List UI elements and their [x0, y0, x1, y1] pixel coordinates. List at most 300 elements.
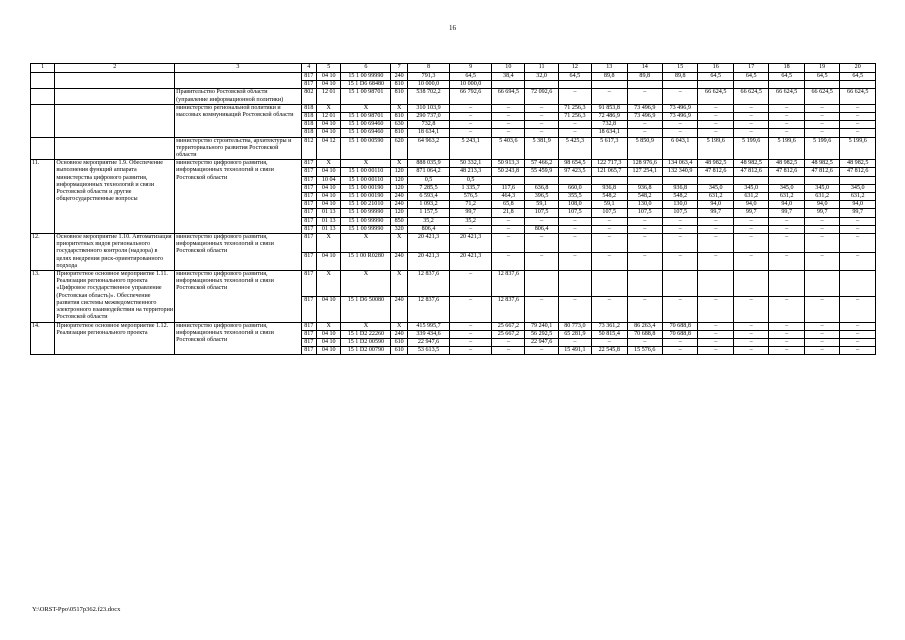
budget-cell: 240 — [391, 330, 408, 338]
budget-cell: 10 000,0 — [407, 81, 449, 89]
budget-cell — [804, 81, 839, 89]
budget-cell: – — [840, 322, 876, 330]
budget-cell: 12 01 — [317, 89, 341, 104]
budget-cell: 818 — [301, 129, 317, 137]
budget-cell: – — [733, 347, 768, 355]
budget-cell: – — [662, 217, 697, 225]
budget-cell: 15 1 00 99990 — [341, 225, 391, 233]
column-header: 17 — [733, 64, 768, 73]
budget-cell: 22 947,6 — [407, 338, 449, 346]
budget-cell — [592, 81, 627, 89]
budget-cell: 73 496,9 — [627, 104, 662, 112]
budget-cell: 817 — [301, 225, 317, 233]
budget-cell: 0,5 — [407, 176, 449, 184]
row-number: 13. — [31, 271, 55, 322]
budget-cell: 47 812,6 — [840, 168, 876, 176]
budget-cell: 936,8 — [592, 184, 627, 192]
budget-cell — [769, 176, 804, 184]
column-header: 11 — [525, 64, 558, 73]
budget-cell: 89,8 — [662, 73, 697, 81]
budget-cell: 99,7 — [804, 209, 839, 217]
budget-cell: 810 — [391, 129, 408, 137]
budget-cell: 55 459,9 — [525, 168, 558, 176]
budget-cell: – — [804, 129, 839, 137]
budget-cell: – — [698, 217, 733, 225]
budget-cell: – — [840, 347, 876, 355]
budget-cell — [525, 81, 558, 89]
budget-cell: 817 — [301, 322, 317, 330]
budget-cell: 94,0 — [840, 201, 876, 209]
budget-cell: 64,5 — [804, 73, 839, 81]
budget-cell: 65 281,9 — [558, 330, 591, 338]
budget-cell: – — [525, 104, 558, 112]
budget-cell: 290 737,0 — [407, 113, 449, 121]
page-number: 16 — [449, 24, 456, 32]
budget-cell: 50 815,4 — [592, 330, 627, 338]
budget-cell: – — [733, 252, 768, 271]
budget-cell: 806,4 — [525, 225, 558, 233]
budget-cell: 345,0 — [733, 184, 768, 192]
row-number — [31, 89, 55, 104]
budget-cell: 71,2 — [450, 201, 492, 209]
budget-cell: 64,5 — [698, 73, 733, 81]
budget-cell: 04 10 — [317, 330, 341, 338]
budget-cell: 20 421,3 — [407, 252, 449, 271]
budget-cell: – — [492, 234, 525, 253]
budget-cell: – — [627, 121, 662, 129]
budget-cell: 538 702,2 — [407, 89, 449, 104]
budget-cell: 22 947,6 — [525, 338, 558, 346]
budget-cell: X — [317, 104, 341, 112]
budget-cell: – — [662, 338, 697, 346]
budget-cell: – — [769, 296, 804, 322]
budget-cell: – — [558, 296, 591, 322]
column-header: 16 — [698, 64, 733, 73]
row-number — [31, 73, 55, 89]
budget-cell: 464,3 — [492, 193, 525, 201]
budget-cell: 810 — [391, 89, 408, 104]
budget-cell: – — [525, 113, 558, 121]
budget-cell: 18 634,1 — [592, 129, 627, 137]
budget-cell — [698, 81, 733, 89]
budget-cell: – — [840, 113, 876, 121]
budget-cell — [662, 81, 697, 89]
budget-cell: – — [492, 338, 525, 346]
budget-cell: – — [492, 347, 525, 355]
budget-cell: – — [733, 217, 768, 225]
budget-cell: 548,2 — [662, 193, 697, 201]
executor-name: министерство региональной политики и массовых коммуникаций Ростовской области — [175, 104, 301, 137]
budget-cell: 25 667,2 — [492, 322, 525, 330]
budget-cell: 04 12 — [317, 137, 341, 160]
budget-cell: 817 — [301, 73, 317, 81]
budget-cell: 66 624,5 — [840, 89, 876, 104]
budget-cell: 817 — [301, 209, 317, 217]
budget-cell: 73 496,9 — [662, 113, 697, 121]
budget-cell: 98 654,5 — [558, 160, 591, 168]
budget-cell: 94,0 — [698, 201, 733, 209]
budget-cell: 04 10 — [317, 73, 341, 81]
budget-cell: 04 10 — [317, 201, 341, 209]
budget-cell: 04 10 — [317, 347, 341, 355]
column-header: 8 — [407, 64, 449, 73]
budget-cell: 89,8 — [592, 73, 627, 81]
budget-cell: 660,0 — [558, 184, 591, 192]
budget-cell: – — [840, 217, 876, 225]
budget-cell: 631,2 — [733, 193, 768, 201]
budget-cell: 94,0 — [733, 201, 768, 209]
budget-cell: – — [840, 121, 876, 129]
budget-cell: 127 254,1 — [627, 168, 662, 176]
budget-cell: 630 — [391, 121, 408, 129]
column-header: 1 — [31, 64, 55, 73]
column-header: 7 — [391, 64, 408, 73]
budget-cell: – — [627, 129, 662, 137]
budget-cell: 732,8 — [407, 121, 449, 129]
budget-cell: – — [804, 296, 839, 322]
budget-cell: – — [840, 129, 876, 137]
budget-cell: – — [525, 234, 558, 253]
budget-cell — [592, 176, 627, 184]
budget-cell: – — [698, 113, 733, 121]
budget-cell: 15 1 00 21010 — [341, 201, 391, 209]
column-header: 13 — [592, 64, 627, 73]
budget-cell: 20 421,3 — [450, 234, 492, 253]
budget-cell: 73 496,9 — [627, 113, 662, 121]
budget-cell: 817 — [301, 81, 317, 89]
budget-cell: 64,5 — [769, 73, 804, 81]
row-number — [31, 137, 55, 160]
table-row — [31, 137, 876, 160]
budget-cell: – — [804, 252, 839, 271]
budget-cell: 117,6 — [492, 184, 525, 192]
budget-cell: – — [804, 217, 839, 225]
budget-cell: 71 256,3 — [558, 104, 591, 112]
budget-cell: – — [558, 225, 591, 233]
budget-cell: – — [558, 338, 591, 346]
budget-cell: 15 1 00 R0280 — [341, 252, 391, 271]
budget-cell: 810 — [391, 113, 408, 121]
budget-cell: 72 486,9 — [592, 113, 627, 121]
measure-name — [55, 89, 175, 104]
budget-cell: 15 1 D6 68480 — [341, 81, 391, 89]
budget-cell: 99,7 — [733, 209, 768, 217]
budget-cell: – — [592, 217, 627, 225]
table-row — [31, 104, 876, 112]
budget-cell — [525, 271, 558, 297]
budget-cell: 810 — [391, 81, 408, 89]
budget-cell: 130,0 — [662, 201, 697, 209]
budget-cell: X — [317, 234, 341, 253]
row-number — [31, 104, 55, 137]
budget-cell: – — [733, 104, 768, 112]
budget-cell: 70 688,8 — [662, 322, 697, 330]
measure-name — [55, 137, 175, 160]
budget-cell: 817 — [301, 168, 317, 176]
budget-cell — [840, 271, 876, 297]
budget-cell: 345,0 — [769, 184, 804, 192]
budget-cell: – — [769, 322, 804, 330]
budget-cell: 791,3 — [407, 73, 449, 81]
budget-cell — [733, 81, 768, 89]
budget-cell: X — [317, 160, 341, 168]
file-path-footer: Y:\ORST-Ppo\0517p362.f23.docx — [32, 606, 121, 613]
budget-cell: – — [525, 121, 558, 129]
budget-cell: 66 694,5 — [492, 89, 525, 104]
budget-cell: – — [698, 347, 733, 355]
column-header: 5 — [317, 64, 341, 73]
budget-cell: 128 976,6 — [627, 160, 662, 168]
budget-cell: 1 157,5 — [407, 209, 449, 217]
budget-cell: 107,5 — [525, 209, 558, 217]
column-header: 15 — [662, 64, 697, 73]
budget-cell: 15 1 00 00590 — [341, 137, 391, 160]
budget-cell: 66 624,5 — [733, 89, 768, 104]
table-row — [31, 271, 876, 297]
budget-cell: 12 837,6 — [492, 296, 525, 322]
budget-cell: 817 — [301, 217, 317, 225]
budget-cell: – — [804, 338, 839, 346]
budget-cell: – — [627, 338, 662, 346]
budget-cell: 47 812,6 — [804, 168, 839, 176]
budget-cell — [627, 176, 662, 184]
budget-cell: – — [804, 330, 839, 338]
budget-cell — [804, 176, 839, 184]
budget-cell: – — [525, 217, 558, 225]
measure-name: Приоритетное основное мероприятие 1.12. Реализация регионального проекта — [55, 322, 175, 355]
budget-cell: 04 10 — [317, 296, 341, 322]
budget-cell: 22 545,8 — [592, 347, 627, 355]
budget-cell: 35,2 — [407, 217, 449, 225]
budget-cell: – — [733, 322, 768, 330]
budget-cell: 415 995,7 — [407, 322, 449, 330]
budget-cell: 576,5 — [450, 193, 492, 201]
budget-cell: 107,5 — [592, 209, 627, 217]
budget-cell: 20 421,3 — [407, 234, 449, 253]
budget-cell: – — [733, 296, 768, 322]
budget-cell — [525, 176, 558, 184]
table-row — [31, 234, 876, 253]
budget-cell: – — [662, 121, 697, 129]
budget-cell: 320 — [391, 225, 408, 233]
measure-name — [55, 104, 175, 137]
budget-cell: 01 13 — [317, 209, 341, 217]
executor-name: министерство цифрового развития, информационных технологий и связи Ростовской области — [175, 271, 301, 322]
budget-cell: – — [698, 225, 733, 233]
budget-cell: 817 — [301, 338, 317, 346]
budget-cell: 48 213,3 — [450, 168, 492, 176]
budget-cell: 48 982,5 — [698, 160, 733, 168]
budget-cell: 99,7 — [450, 209, 492, 217]
budget-cell: 47 812,6 — [769, 168, 804, 176]
budget-cell: X — [391, 234, 408, 253]
budget-cell: 620 — [391, 137, 408, 160]
budget-cell: – — [525, 252, 558, 271]
budget-cell: – — [733, 330, 768, 338]
budget-cell: – — [450, 225, 492, 233]
budget-cell: – — [769, 129, 804, 137]
budget-cell: 5 199,6 — [840, 137, 876, 160]
budget-cell: 71 256,3 — [558, 113, 591, 121]
budget-cell: 6 593,4 — [407, 193, 449, 201]
budget-cell: 107,5 — [662, 209, 697, 217]
budget-cell: 817 — [301, 193, 317, 201]
budget-cell: 15 1 00 99990 — [341, 217, 391, 225]
budget-cell: – — [698, 330, 733, 338]
budget-cell: 48 982,5 — [840, 160, 876, 168]
column-header: 2 — [55, 64, 175, 73]
budget-cell: 396,5 — [525, 193, 558, 201]
budget-cell: 12 837,6 — [492, 271, 525, 297]
row-number: 12. — [31, 234, 55, 271]
budget-cell: 53 613,5 — [407, 347, 449, 355]
budget-cell: 15 1 00 69460 — [341, 121, 391, 129]
budget-cell: 91 853,8 — [592, 104, 627, 112]
budget-cell: 310 103,9 — [407, 104, 449, 112]
budget-cell: 70 688,8 — [662, 330, 697, 338]
budget-cell: 64 963,2 — [407, 137, 449, 160]
budget-cell: 94,0 — [804, 201, 839, 209]
column-header: 9 — [450, 64, 492, 73]
budget-cell: 04 10 — [317, 193, 341, 201]
budget-cell: 12 837,6 — [407, 271, 449, 297]
budget-cell: 817 — [301, 201, 317, 209]
budget-cell: – — [733, 121, 768, 129]
budget-cell: 66 792,6 — [450, 89, 492, 104]
budget-cell: 72 092,6 — [525, 89, 558, 104]
budget-cell: 15 1 00 00190 — [341, 193, 391, 201]
table-header-row — [31, 64, 876, 73]
budget-cell — [627, 271, 662, 297]
budget-cell: 64,5 — [840, 73, 876, 81]
budget-cell: 10 04 — [317, 176, 341, 184]
executor-name: министерство цифрового развития, информационных технологий и связи Ростовской области — [175, 322, 301, 355]
budget-cell: 355,5 — [558, 193, 591, 201]
budget-cell: 04 10 — [317, 184, 341, 192]
budget-cell: – — [492, 225, 525, 233]
budget-cell: – — [769, 330, 804, 338]
budget-cell: 48 982,5 — [733, 160, 768, 168]
budget-cell: – — [804, 225, 839, 233]
budget-cell: 99,7 — [698, 209, 733, 217]
budget-cell: 631,2 — [769, 193, 804, 201]
budget-cell: – — [662, 89, 697, 104]
budget-cell: 5 403,6 — [492, 137, 525, 160]
budget-cell: 5 243,1 — [450, 137, 492, 160]
budget-cell: 99,7 — [769, 209, 804, 217]
executor-name: министерство строительства, архитектуры и территориального развития Ростовской области — [175, 137, 301, 160]
budget-cell: 5 425,3 — [558, 137, 591, 160]
budget-cell: 80 773,0 — [558, 322, 591, 330]
budget-cell: 817 — [301, 296, 317, 322]
budget-cell: 47 812,6 — [733, 168, 768, 176]
budget-cell: 631,2 — [804, 193, 839, 201]
measure-name: Основное мероприятие 1.10. Автоматизация приоритетных видов регионального государственного контроля (надзора) в целях внедрения риск-ориентированного подхода — [55, 234, 175, 271]
budget-cell: – — [840, 104, 876, 112]
budget-cell: 871 064,2 — [407, 168, 449, 176]
budget-cell: 122 717,3 — [592, 160, 627, 168]
budget-cell: – — [450, 113, 492, 121]
budget-cell: – — [698, 322, 733, 330]
budget-cell: – — [769, 234, 804, 253]
budget-cell: – — [804, 322, 839, 330]
budget-cell: – — [627, 296, 662, 322]
budget-cell: – — [733, 234, 768, 253]
budget-cell: 240 — [391, 201, 408, 209]
budget-cell: – — [450, 330, 492, 338]
table-row — [31, 73, 876, 81]
budget-cell: – — [492, 252, 525, 271]
budget-cell: 0,5 — [450, 176, 492, 184]
budget-cell: – — [592, 296, 627, 322]
budget-cell — [840, 81, 876, 89]
budget-cell: 240 — [391, 252, 408, 271]
budget-cell: 5 381,9 — [525, 137, 558, 160]
budget-cell: – — [733, 113, 768, 121]
budget-cell: 48 982,5 — [804, 160, 839, 168]
budget-cell: 15 1 D2 00790 — [341, 347, 391, 355]
budget-cell: – — [558, 252, 591, 271]
budget-cell: – — [840, 330, 876, 338]
executor-name: Правительство Ростовской области (управление информационной политики) — [175, 89, 301, 104]
budget-cell: – — [558, 234, 591, 253]
budget-cell: – — [769, 217, 804, 225]
budget-cell: 66 624,5 — [698, 89, 733, 104]
budget-cell — [592, 271, 627, 297]
budget-cell: – — [698, 296, 733, 322]
budget-cell: – — [492, 113, 525, 121]
budget-cell: 15 1 00 00110 — [341, 176, 391, 184]
budget-cell: – — [769, 113, 804, 121]
budget-cell: 15 1 00 00190 — [341, 184, 391, 192]
budget-cell: 802 — [301, 89, 317, 104]
budget-cell: 5 617,3 — [592, 137, 627, 160]
budget-cell: 70 688,8 — [627, 330, 662, 338]
budget-cell: 818 — [301, 113, 317, 121]
budget-cell: – — [450, 271, 492, 297]
budget-cell: 73 496,9 — [662, 104, 697, 112]
budget-cell: 15 1 D2 22260 — [341, 330, 391, 338]
budget-cell: 64,5 — [733, 73, 768, 81]
budget-cell — [769, 271, 804, 297]
budget-cell: 806,4 — [407, 225, 449, 233]
column-header: 20 — [840, 64, 876, 73]
budget-cell: – — [840, 225, 876, 233]
budget-cell: X — [317, 271, 341, 297]
budget-cell: – — [698, 234, 733, 253]
budget-cell: 04 10 — [317, 129, 341, 137]
budget-cell: 817 — [301, 234, 317, 253]
budget-cell: – — [558, 217, 591, 225]
budget-cell: – — [769, 225, 804, 233]
budget-cell: 04 10 — [317, 168, 341, 176]
budget-cell: 812 — [301, 137, 317, 160]
budget-cell: 5 199,6 — [698, 137, 733, 160]
budget-cell: – — [627, 89, 662, 104]
budget-cell — [804, 271, 839, 297]
budget-cell: – — [450, 338, 492, 346]
budget-cell: – — [662, 347, 697, 355]
budget-cell: 66 624,5 — [769, 89, 804, 104]
budget-cell: 132 340,9 — [662, 168, 697, 176]
budget-cell — [698, 271, 733, 297]
budget-cell: 134 063,4 — [662, 160, 697, 168]
budget-cell: – — [769, 121, 804, 129]
budget-cell — [558, 176, 591, 184]
column-header: 4 — [301, 64, 317, 73]
budget-cell: 107,5 — [558, 209, 591, 217]
budget-cell: 97 423,5 — [558, 168, 591, 176]
